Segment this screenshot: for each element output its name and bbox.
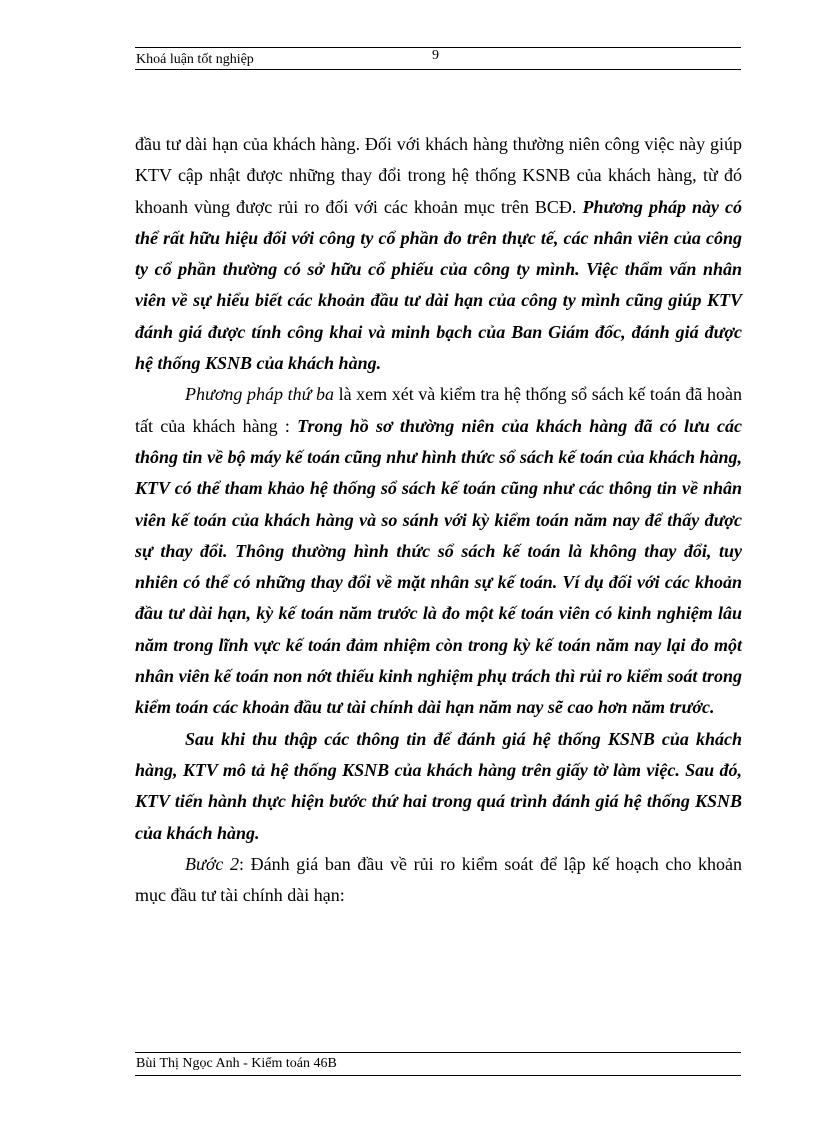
paragraph-2-emphasis: Trong hồ sơ thường niên của khách hàng đã có lưu các thông tin về bộ máy kế toán cũng như hình thức sổ sách kế toán của khách hàng, KTV có thể tham khảo hệ thống sổ sách kế toán cũng như các thông tin về nhân viên kế toán của khách hàng và so sánh với kỳ kiểm toán năm nay để thấy được sự thay đổi. Thông thường hình thức sổ sách kế toán là không thay đổi, tuy nhiên có thể có những thay đổi về mặt nhân sự kế toán. Ví dụ đối với các khoản đầu tư dài hạn, kỳ kế toán năm trước là đo một kế toán viên có kinh nghiệm lâu năm trong lĩnh vực kế toán đảm nhiệm còn trong kỳ kế toán năm nay lại đo một nhân viên kế toán non nớt thiếu kinh nghiệm phụ trách thì rủi ro kiểm soát trong kiểm toán các khoản đầu tư tài chính dài hạn năm nay sẽ cao hơn năm trước. [135,415,742,718]
footer-rule-top [135,1052,741,1053]
footer-rule-bottom [135,1075,741,1076]
paragraph-1 [135,129,742,379]
footer-text: Bùi Thị Ngọc Anh - Kiểm toán 46B [136,1056,337,1071]
header-title: Khoá luận tốt nghiệp [136,52,254,67]
paragraph-1-text: đầu tư dài hạn của khách hàng. Đối với khách hàng thường niên công việc này giúp KTV cập nhật được những thay đổi trong hệ thống KSNB của khách hàng, từ đó khoanh vùng được rủi ro đối với các khoản mục trên BCĐ. [135,134,742,217]
paragraph-3: Sau khi thu thập các thông tin để đánh giá hệ thống KSNB của khách hàng, KTV mô tả hệ thống KSNB của khách hàng trên giấy tờ làm việc. Sau đó, KTV tiến hành thực hiện bước thứ hai trong quá trình đánh giá hệ thống KSNB của khách hàng. [135,728,742,843]
paragraph-2-label: Phương pháp thứ ba [185,384,334,405]
document-body [135,129,742,911]
page-number: 9 [432,48,439,63]
paragraph-1-emphasis: Phương pháp này có thể rất hữu hiệu đối với công ty cổ phần đo trên thực tế, các nhân viên của công ty cổ phần thường có sở hữu cổ phiếu của công ty mình. Việc thẩm vấn nhân viên về sự hiểu biết các khoản đầu tư dài hạn của công ty mình cũng giúp KTV đánh giá được tính công khai và minh bạch của Ban Giám đốc, đánh giá được hệ thống KSNB của khách hàng. [135,196,742,374]
paragraph-4-label: Bước 2 [185,853,240,874]
paragraph-2 [135,379,742,723]
paragraph-4-text: : Đánh giá ban đầu về rủi ro kiểm soát để lập kế hoạch cho khoản mục đầu tư tài chính dài hạn: [135,853,742,906]
header-rule-bottom [135,69,741,70]
paragraph-4 [135,849,742,912]
paragraph-2-text: là xem xét và kiểm tra hệ thống sổ sách kế toán đã hoàn tất của khách hàng : [135,384,742,436]
